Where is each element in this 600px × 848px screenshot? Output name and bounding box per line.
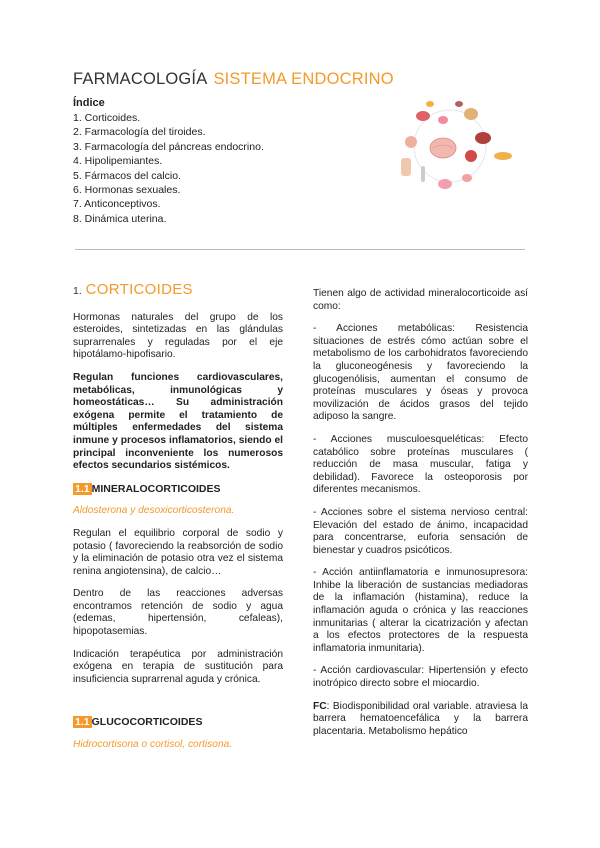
- index-item[interactable]: 1. Corticoides.: [73, 112, 141, 124]
- section-title: CORTICOIDES: [85, 281, 193, 298]
- paragraph: - Acción antiinflamatoria e inmunosupresora: Inhibe la liberación de sustancias mediadoras de la inflamación (histamina), reduce la inflamación aguda o crónica y las reacciones inmunitarias ( alterar la cicatrización y afectan a los efectos protectores de la respuesta inflamatoria inmunitaria).: [313, 567, 528, 654]
- bone-icon: [421, 166, 425, 182]
- section-number: 1.: [73, 285, 82, 297]
- subsection-title: MINERALOCORTICOIDES: [91, 482, 221, 495]
- index-heading: Índice: [73, 97, 105, 109]
- index-item[interactable]: 3. Farmacología del páncreas endocrino.: [73, 140, 264, 153]
- pituitary-icon: [438, 116, 448, 124]
- index-item[interactable]: 2. Farmacología del tiroides.: [73, 126, 206, 139]
- brain-icon: [430, 138, 456, 158]
- endocrine-organs-illustration: [385, 96, 515, 196]
- fc-label: FC: [313, 700, 327, 712]
- left-column: [73, 283, 283, 762]
- title-main: FARMACOLOGÍA: [73, 70, 208, 88]
- subsection-title: GLUCOCORTICOIDES: [91, 716, 203, 729]
- index-item[interactable]: 8. Dinámica uterina.: [73, 212, 167, 225]
- paragraph-bold: Regulan funciones cardiovasculares, metabólicas, inmunológicas y homeostáticas… Su administración exógena permite el tratamiento de múltiples enfermedades del sistema inmune y procesos inflamatorios, siendo el principal inconveniente los numerosos efectos secundarios sistémicos.: [73, 371, 283, 472]
- section-divider: [75, 249, 525, 250]
- right-column: [313, 288, 528, 748]
- fc-text: : Biodisponibilidad oral variable. atraviesa la barrera hematoencefálica y la barrera placentaria. Metabolismo hepático: [313, 700, 528, 737]
- adrenal-icon: [426, 101, 434, 107]
- intestine-icon: [405, 136, 417, 148]
- title-accent: SISTEMA ENDOCRINO: [213, 70, 394, 88]
- paragraph: - Acciones metabólicas: Resistencia situaciones de estrés cómo actúan sobre el metabolismo de los carbohidratos favoreciendo la gluconeogénesis y favoreciendo la glucogenólisis, aumentan el consumo de proteínas musculares y óseas y provoca movilización de ácidos grasos del tejido adiposo la sangre.: [313, 323, 528, 423]
- body-icon: [401, 158, 411, 176]
- pancreas-icon: [494, 152, 512, 160]
- subsection-badge: 1.1: [75, 482, 90, 495]
- paragraph: Tienen algo de actividad mineralocorticoide así como:: [313, 288, 528, 312]
- page-title: [73, 70, 394, 89]
- liver-icon: [475, 132, 491, 144]
- paragraph: - Acciones musculoesqueléticas: Efecto catabólico sobre proteínas musculares ( reducción de masa muscular, fatiga y debilidad). Favorece la osteoporosis por diferentes mecanismos.: [313, 433, 528, 496]
- paragraph: - Acciones sobre el sistema nervioso central: Elevación del estado de ánimo, incapacidad para concentrarse, euforia sensación de bienestar y cuadros psicóticos.: [313, 506, 528, 556]
- examples-text: Aldosterona y desoxicorticosterona.: [73, 505, 235, 517]
- testis-icon: [462, 174, 472, 182]
- section-heading: [73, 283, 283, 298]
- paragraph: Hormonas naturales del grupo de los esteroides, sintetizadas en las glándulas suprarrenales y reguladas por el eje hipotálamo-hipofisario.: [73, 311, 283, 361]
- index-list: [73, 111, 264, 226]
- paragraph: Dentro de las reacciones adversas encontramos retención de sodio y agua (edemas, hipertensión, cefaleas), hipopotasemias.: [73, 588, 283, 638]
- examples-text: Hidrocortisona o cortisol, cortisona.: [73, 739, 233, 751]
- paragraph: Indicación terapéutica por administración exógena en terapia de sustitución para insuficiencia suprarrenal aguda y crónica.: [73, 648, 283, 685]
- index-item[interactable]: 4. Hipolipemiantes.: [73, 155, 163, 168]
- paragraph: - Acción cardiovascular: Hipertensión y efecto inotrópico directo sobre el miocardio.: [313, 665, 528, 690]
- index-item[interactable]: 7. Anticonceptivos.: [73, 198, 161, 211]
- subsection-badge: 1.1: [75, 716, 90, 729]
- paragraph: Regulan el equilibrio corporal de sodio y potasio ( favoreciendo la reabsorción de sodio y la eliminación de potasio otra vez el sistema renina angiotensina), de calcio…: [73, 527, 283, 577]
- subsection-heading-mineralocorticoides: [73, 483, 283, 496]
- ovary-icon: [438, 179, 452, 189]
- kidney-icon: [455, 101, 463, 107]
- stomach-icon: [464, 108, 478, 120]
- index-item[interactable]: 5. Fármacos del calcio.: [73, 169, 181, 182]
- index-item[interactable]: 6. Hormonas sexuales.: [73, 184, 181, 197]
- heart-icon: [465, 150, 477, 162]
- subsection-heading-glucocorticoides: [73, 716, 283, 729]
- thyroid-icon: [416, 111, 430, 121]
- paragraph-fc: [313, 701, 528, 739]
